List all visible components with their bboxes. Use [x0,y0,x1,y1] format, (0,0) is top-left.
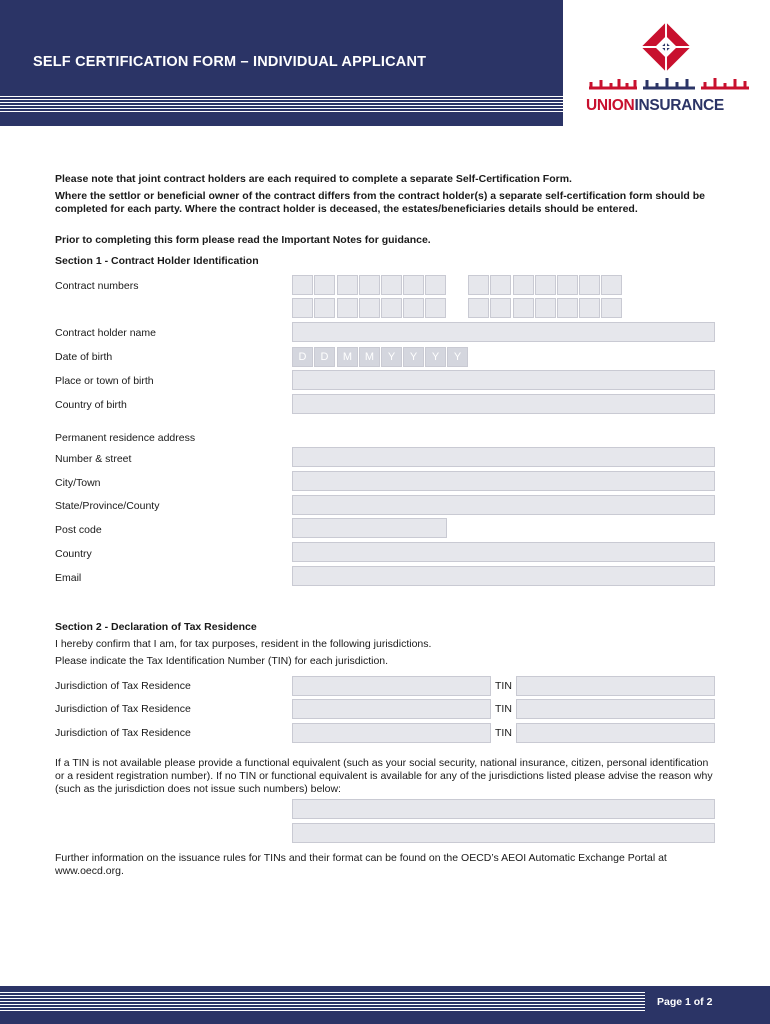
intro-notes: Prior to completing this form please read the Important Notes for guidance. [55,234,431,246]
contract-number-cell[interactable] [381,298,402,318]
place-of-birth-field[interactable] [292,370,715,390]
tin-label: TIN [495,680,512,692]
jurisdiction-label: Jurisdiction of Tax Residence [55,680,191,692]
tin-field[interactable] [516,699,715,719]
intro-joint-holders: Please note that joint contract holders are each required to complete a separate Self-Certification Form. [55,173,572,185]
contract-number-cell[interactable] [535,275,556,295]
jurisdiction-field[interactable] [292,699,491,719]
contract-number-cell[interactable] [468,298,489,318]
city-label: City/Town [55,477,101,489]
contract-number-cell[interactable] [337,298,358,318]
contract-number-cell[interactable] [490,298,511,318]
contract-number-cell[interactable] [425,298,446,318]
union-insurance-logo-icon [637,18,695,76]
contract-holder-name-field[interactable] [292,322,715,342]
contract-number-cell[interactable] [601,275,622,295]
no-tin-reason-field[interactable] [292,823,715,843]
contract-number-cell[interactable] [314,298,335,318]
no-tin-reason-field[interactable] [292,799,715,819]
contract-number-cell[interactable] [513,275,534,295]
intro-settlor: Where the settlor or beneficial owner of the contract differs from the contract holder(s) a separate self-certification form should be completed for each party. Where the contract holder is deceased, the estates/beneficiaries details should be entered. [55,190,705,215]
email-field[interactable] [292,566,715,586]
contract-number-cell[interactable] [535,298,556,318]
dob-year-cell[interactable]: Y [447,347,468,367]
contract-number-cell[interactable] [601,298,622,318]
country-of-birth-label: Country of birth [55,399,127,411]
jurisdiction-field[interactable] [292,723,491,743]
contract-number-cell[interactable] [359,298,380,318]
contract-number-cell[interactable] [490,275,511,295]
street-label: Number & street [55,453,132,465]
footer-stripes [0,990,645,1011]
contract-number-cell[interactable] [292,275,313,295]
permanent-address-label: Permanent residence address [55,432,196,444]
contract-number-cell[interactable] [337,275,358,295]
contract-number-cell[interactable] [425,275,446,295]
postcode-label: Post code [55,524,102,536]
postcode-field[interactable] [292,518,447,538]
contract-number-cell[interactable] [359,275,380,295]
jurisdiction-field[interactable] [292,676,491,696]
contract-number-cell[interactable] [381,275,402,295]
contract-number-cell[interactable] [314,275,335,295]
country-of-birth-field[interactable] [292,394,715,414]
dob-day-cell[interactable]: D [292,347,313,367]
dob-year-cell[interactable]: Y [381,347,402,367]
logo-arabic-wordmark [585,74,753,96]
form-title: SELF CERTIFICATION FORM – INDIVIDUAL APPLICANT [33,54,427,70]
dob-month-cell[interactable]: M [337,347,358,367]
contract-number-cell[interactable] [513,298,534,318]
dob-month-cell[interactable]: M [359,347,380,367]
contract-number-cell[interactable] [292,298,313,318]
contract-holder-name-label: Contract holder name [55,327,156,339]
street-field[interactable] [292,447,715,467]
email-label: Email [55,572,82,584]
section2-confirm: I hereby confirm that I am, for tax purposes, resident in the following jurisdictions. [55,638,432,650]
country-field[interactable] [292,542,715,562]
further-info: Further information on the issuance rules for TINs and their format can be found on the OECD’s AEOI Automatic Exchange Portal at www.oecd.org. [55,852,667,877]
contract-numbers-label: Contract numbers [55,280,139,292]
tin-label: TIN [495,703,512,715]
city-field[interactable] [292,471,715,491]
state-label: State/Province/County [55,500,160,512]
no-tin-note: If a TIN is not available please provide a functional equivalent (such as your social security, national insurance, citizen, personal identification or a resident registration number). If no TIN or functional equivalent is available for any of the jurisdictions listed please advise the reason why (such as the jurisdiction does not issue such numbers) below: [55,757,713,795]
page-number: Page 1 of 2 [657,996,713,1008]
contract-number-cell[interactable] [557,275,578,295]
country-label: Country [55,548,92,560]
section2-indicate: Please indicate the Tax Identification Number (TIN) for each jurisdiction. [55,655,389,667]
tin-field[interactable] [516,723,715,743]
tin-label: TIN [495,727,512,739]
place-of-birth-label: Place or town of birth [55,375,154,387]
dob-year-cell[interactable]: Y [403,347,424,367]
dob-label: Date of birth [55,351,113,363]
contract-number-cell[interactable] [403,275,424,295]
section2-title: Section 2 - Declaration of Tax Residence [55,621,257,633]
contract-number-cell[interactable] [557,298,578,318]
jurisdiction-label: Jurisdiction of Tax Residence [55,727,191,739]
dob-day-cell[interactable]: D [314,347,335,367]
section1-title: Section 1 - Contract Holder Identification [55,255,259,267]
tin-field[interactable] [516,676,715,696]
contract-number-cell[interactable] [468,275,489,295]
header-stripes [0,96,563,113]
dob-year-cell[interactable]: Y [425,347,446,367]
logo-wordmark: UNIONINSURANCE [586,97,724,114]
contract-number-cell[interactable] [579,298,600,318]
contract-number-cell[interactable] [579,275,600,295]
contract-number-cell[interactable] [403,298,424,318]
jurisdiction-label: Jurisdiction of Tax Residence [55,703,191,715]
state-field[interactable] [292,495,715,515]
